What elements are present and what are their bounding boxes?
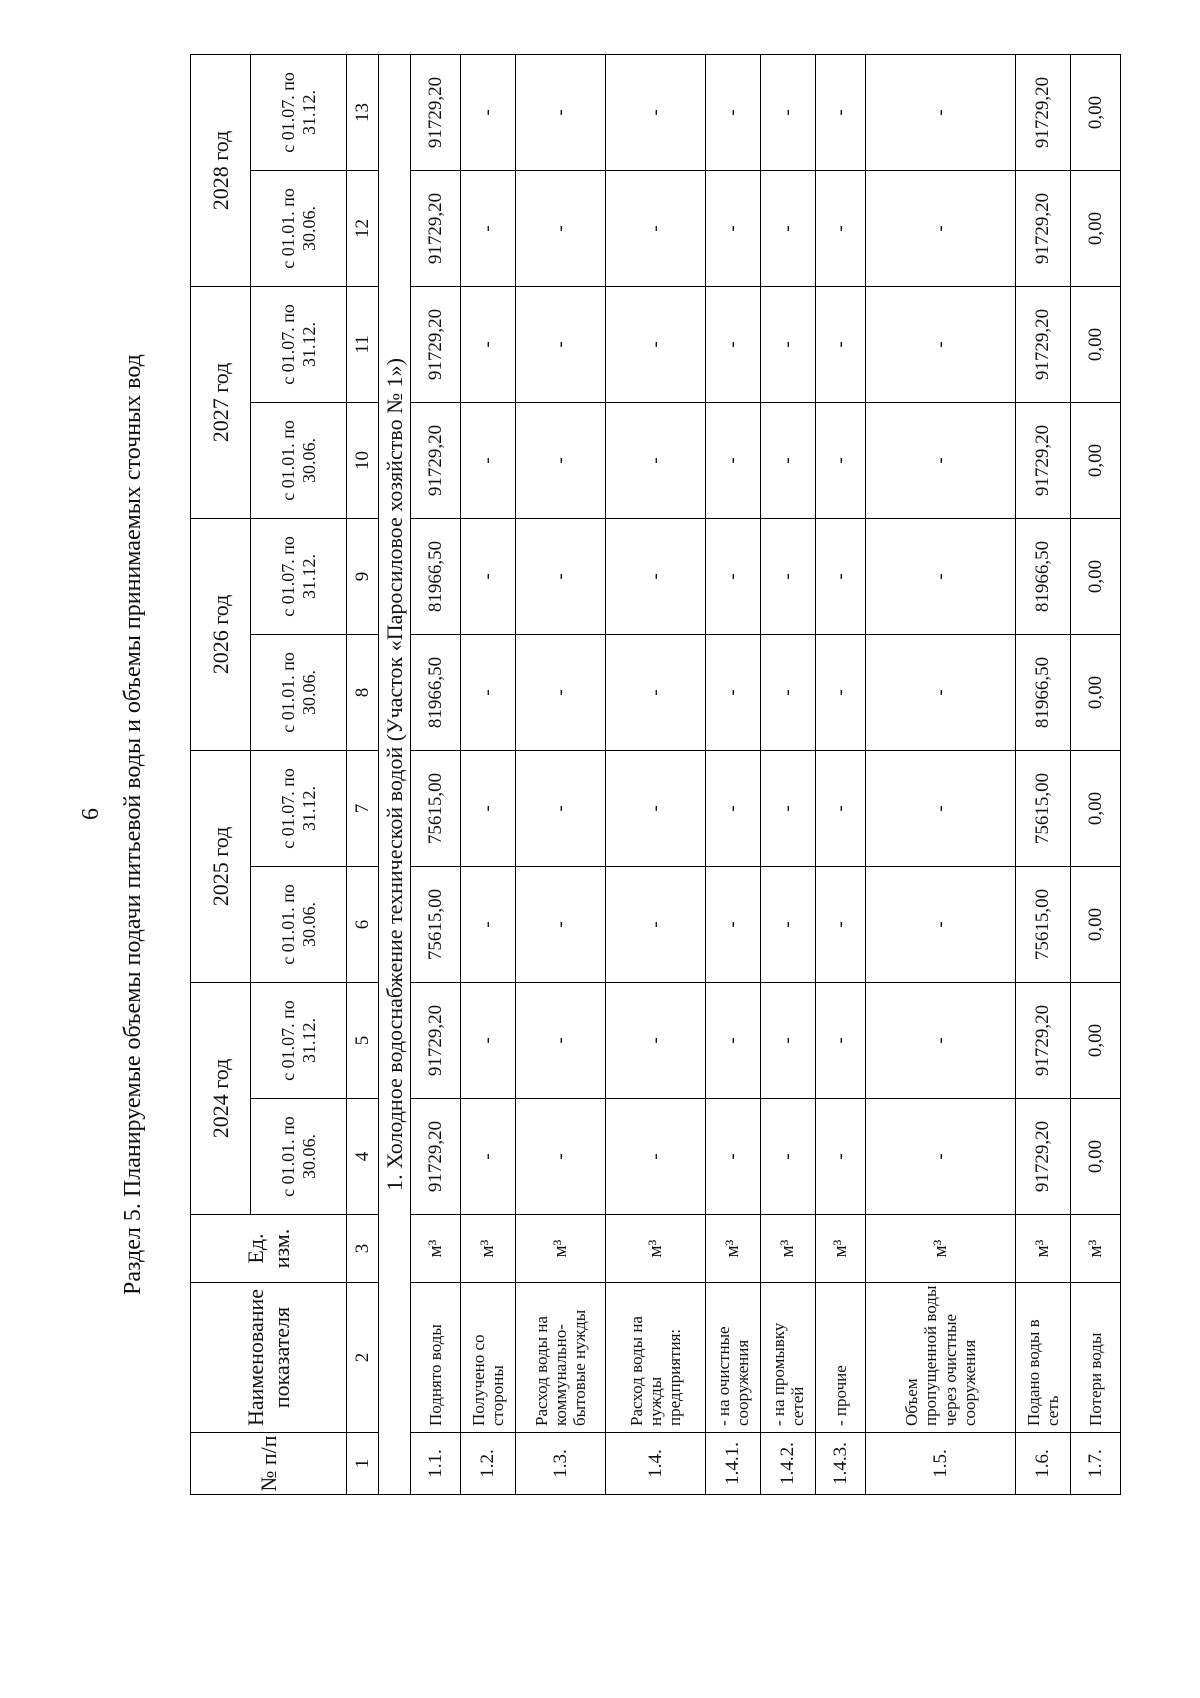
header-period-first-half: с 01.01. по 30.06. [251, 170, 347, 286]
row-value: - [866, 750, 1016, 866]
row-value: - [706, 866, 761, 982]
row-value: 0,00 [1071, 170, 1121, 286]
header-period-first-half: с 01.01. по 30.06. [251, 634, 347, 750]
header-indicator-name: Наименование показателя [191, 1283, 347, 1433]
column-index: 12 [347, 170, 379, 286]
water-volumes-table [190, 54, 1121, 1495]
header-year-2028: 2028 год [191, 54, 251, 286]
row-unit: м³ [706, 1215, 761, 1283]
row-value: - [606, 170, 706, 286]
section-title: 1. Холодное водоснабжение технической водой (Участок «Паросиловое хозяйство № 1») [379, 54, 411, 1494]
row-value: 75615,00 [411, 750, 461, 866]
row-value: 91729,20 [1016, 1099, 1071, 1215]
row-indicator-name: - прочие [816, 1283, 866, 1433]
row-value: 75615,00 [1016, 750, 1071, 866]
row-unit: м³ [1016, 1215, 1071, 1283]
table-row [411, 54, 461, 1494]
row-unit: м³ [1071, 1215, 1121, 1283]
table-row [461, 54, 516, 1494]
header-year-2025: 2025 год [191, 750, 251, 982]
row-number: 1.7. [1071, 1433, 1121, 1495]
section-row [379, 54, 411, 1494]
row-number: 1.4.2. [761, 1433, 816, 1495]
column-index: 11 [347, 286, 379, 402]
row-value: 0,00 [1071, 634, 1121, 750]
row-value: - [761, 982, 816, 1098]
row-value: - [866, 634, 1016, 750]
row-value: - [516, 170, 606, 286]
row-value: - [706, 982, 761, 1098]
column-index: 4 [347, 1099, 379, 1215]
row-value: 0,00 [1071, 54, 1121, 170]
row-value: - [516, 286, 606, 402]
header-period-first-half: с 01.01. по 30.06. [251, 402, 347, 518]
header-unit: Ед. изм. [191, 1215, 347, 1283]
row-value: - [461, 982, 516, 1098]
row-value: 91729,20 [1016, 402, 1071, 518]
header-year-2027: 2027 год [191, 286, 251, 518]
table-row [866, 54, 1016, 1494]
row-value: - [761, 866, 816, 982]
row-value: - [816, 634, 866, 750]
row-value: - [816, 866, 866, 982]
header-period-second-half: с 01.07. по 31.12. [251, 982, 347, 1098]
row-value: - [866, 170, 1016, 286]
row-value: - [761, 170, 816, 286]
row-value: - [606, 402, 706, 518]
row-value: 91729,20 [411, 402, 461, 518]
row-value: 91729,20 [411, 982, 461, 1098]
table-row [606, 54, 706, 1494]
row-value: - [461, 750, 516, 866]
row-number: 1.4. [606, 1433, 706, 1495]
row-value: - [816, 402, 866, 518]
row-value: - [761, 286, 816, 402]
row-unit: м³ [866, 1215, 1016, 1283]
row-number: 1.4.3. [816, 1433, 866, 1495]
row-unit: м³ [411, 1215, 461, 1283]
row-indicator-name: Расход воды на коммунально-бытовые нужды [516, 1283, 606, 1433]
row-value: - [866, 866, 1016, 982]
page-number: 6 [78, 808, 104, 820]
column-index: 10 [347, 402, 379, 518]
row-value: - [461, 518, 516, 634]
row-value: - [866, 286, 1016, 402]
header-period-second-half: с 01.07. по 31.12. [251, 54, 347, 170]
row-value: 0,00 [1071, 866, 1121, 982]
row-value: - [516, 402, 606, 518]
row-value: - [606, 54, 706, 170]
row-value: - [516, 634, 606, 750]
row-indicator-name: Подано воды в сеть [1016, 1283, 1071, 1433]
row-value: - [461, 54, 516, 170]
row-value: - [606, 634, 706, 750]
row-value: - [816, 750, 866, 866]
row-value: 81966,50 [411, 634, 461, 750]
column-index: 1 [347, 1433, 379, 1495]
row-unit: м³ [761, 1215, 816, 1283]
row-indicator-name: Объем пропущенной воды через очистные сооружения [866, 1283, 1016, 1433]
row-value: - [761, 634, 816, 750]
row-value: - [706, 286, 761, 402]
row-value: - [866, 54, 1016, 170]
table-row [1071, 54, 1121, 1494]
row-value: - [606, 518, 706, 634]
header-period-second-half: с 01.07. по 31.12. [251, 518, 347, 634]
row-value: - [516, 518, 606, 634]
row-value: 91729,20 [1016, 286, 1071, 402]
row-value: - [516, 982, 606, 1098]
row-value: - [816, 286, 866, 402]
row-number: 1.2. [461, 1433, 516, 1495]
row-value: 81966,50 [1016, 634, 1071, 750]
row-value: - [816, 1099, 866, 1215]
row-value: 91729,20 [1016, 170, 1071, 286]
row-unit: м³ [516, 1215, 606, 1283]
row-indicator-name: Расход воды на нужды предприятия: [606, 1283, 706, 1433]
row-value: 0,00 [1071, 518, 1121, 634]
table-row [706, 54, 761, 1494]
row-indicator-name: Получено со стороны [461, 1283, 516, 1433]
column-index: 6 [347, 866, 379, 982]
row-value: - [706, 170, 761, 286]
row-value: - [761, 402, 816, 518]
row-value: 81966,50 [1016, 518, 1071, 634]
table-row [516, 54, 606, 1494]
row-unit: м³ [816, 1215, 866, 1283]
column-index-row [347, 54, 379, 1494]
column-index: 7 [347, 750, 379, 866]
column-index: 13 [347, 54, 379, 170]
row-value: - [761, 54, 816, 170]
row-value: - [461, 170, 516, 286]
row-value: - [761, 750, 816, 866]
table-row [761, 54, 816, 1494]
row-value: - [706, 54, 761, 170]
row-value: - [866, 1099, 1016, 1215]
row-value: - [606, 286, 706, 402]
row-value: - [706, 634, 761, 750]
row-value: - [816, 518, 866, 634]
row-indicator-name: Потери воды [1071, 1283, 1121, 1433]
row-value: - [706, 402, 761, 518]
header-year-2024: 2024 год [191, 982, 251, 1214]
row-value: 0,00 [1071, 750, 1121, 866]
header-number: № п/п [191, 1433, 347, 1495]
row-number: 1.6. [1016, 1433, 1071, 1495]
row-value: - [606, 982, 706, 1098]
row-indicator-name: - на промывку сетей [761, 1283, 816, 1433]
column-index: 9 [347, 518, 379, 634]
row-value: - [816, 54, 866, 170]
row-number: 1.5. [866, 1433, 1016, 1495]
row-value: 0,00 [1071, 402, 1121, 518]
row-value: - [706, 518, 761, 634]
row-value: - [516, 866, 606, 982]
row-value: - [461, 286, 516, 402]
row-value: - [606, 866, 706, 982]
row-value: - [461, 866, 516, 982]
row-value: - [461, 634, 516, 750]
row-unit: м³ [606, 1215, 706, 1283]
row-value: 91729,20 [411, 54, 461, 170]
row-value: - [606, 1099, 706, 1215]
column-index: 2 [347, 1283, 379, 1433]
row-indicator-name: - на очистные сооружения [706, 1283, 761, 1433]
row-value: 0,00 [1071, 1099, 1121, 1215]
row-value: 91729,20 [411, 1099, 461, 1215]
row-value: - [461, 402, 516, 518]
row-value: - [516, 1099, 606, 1215]
header-period-second-half: с 01.07. по 31.12. [251, 750, 347, 866]
row-number: 1.4.1. [706, 1433, 761, 1495]
row-value: - [866, 518, 1016, 634]
row-value: - [516, 750, 606, 866]
row-value: - [516, 54, 606, 170]
table-body [411, 54, 1121, 1494]
row-value: - [816, 982, 866, 1098]
row-value: - [866, 982, 1016, 1098]
row-value: 75615,00 [411, 866, 461, 982]
row-value: - [606, 750, 706, 866]
row-value: 91729,20 [411, 170, 461, 286]
row-value: - [761, 518, 816, 634]
table-row [816, 54, 866, 1494]
column-index: 8 [347, 634, 379, 750]
section-heading: Раздел 5. Планируемые объемы подачи питьевой воды и объемы принимаемых сточных вод [120, 354, 146, 1295]
row-value: - [461, 1099, 516, 1215]
row-value: - [816, 170, 866, 286]
row-value: - [866, 402, 1016, 518]
header-period-first-half: с 01.01. по 30.06. [251, 866, 347, 982]
row-value: 0,00 [1071, 982, 1121, 1098]
table-row [1016, 54, 1071, 1494]
header-period-second-half: с 01.07. по 31.12. [251, 286, 347, 402]
row-value: - [761, 1099, 816, 1215]
row-number: 1.1. [411, 1433, 461, 1495]
row-value: 91729,20 [411, 286, 461, 402]
header-period-first-half: с 01.01. по 30.06. [251, 1099, 347, 1215]
row-value: - [706, 750, 761, 866]
row-number: 1.3. [516, 1433, 606, 1495]
row-value: 0,00 [1071, 286, 1121, 402]
row-indicator-name: Поднято воды [411, 1283, 461, 1433]
row-unit: м³ [461, 1215, 516, 1283]
header-year-2026: 2026 год [191, 518, 251, 750]
rotated-table-container [190, 55, 1106, 1495]
row-value: 75615,00 [1016, 866, 1071, 982]
row-value: 91729,20 [1016, 54, 1071, 170]
column-index: 3 [347, 1215, 379, 1283]
row-value: - [706, 1099, 761, 1215]
row-value: 91729,20 [1016, 982, 1071, 1098]
header-row-years [191, 54, 251, 1494]
row-value: 81966,50 [411, 518, 461, 634]
column-index: 5 [347, 982, 379, 1098]
